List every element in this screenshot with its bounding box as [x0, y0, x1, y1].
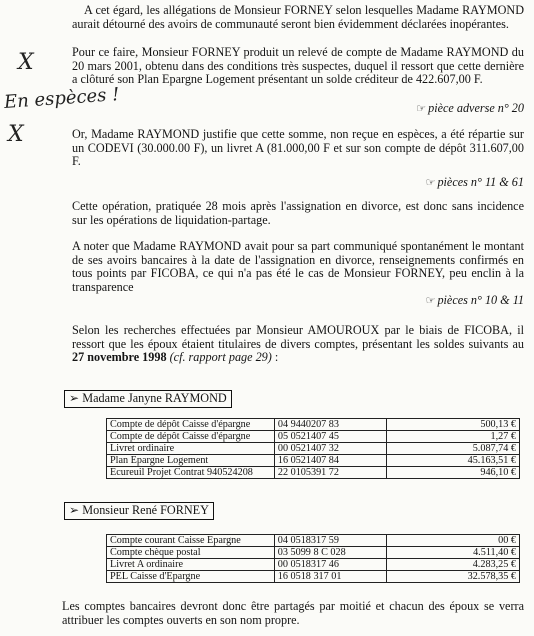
- account-amount: 1,27 €: [386, 431, 519, 443]
- account-name: Compte courant Caisse Epargne: [107, 535, 275, 547]
- account-amount: 500,13 €: [386, 419, 519, 431]
- account-name: PEL Caisse d'Epargne: [107, 571, 275, 583]
- account-name: Ecureuil Projet Contrat 940524208: [107, 467, 275, 479]
- account-amount: 45.163,51 €: [386, 455, 519, 467]
- paragraph-repartition: Or, Madame RAYMOND justifie que cette somme, non reçue en espèces, a été répartie sur un CODEVI (30.000.00 F), un livret A (81.000,00 F et sur son compte de dépôt 311.607,00 F.: [72, 127, 524, 168]
- account-number: 04 0518317 59: [274, 535, 386, 547]
- table-row: [107, 467, 520, 479]
- account-name: Compte chèque postal: [107, 547, 275, 559]
- account-amount: 4.511,40 €: [386, 547, 519, 559]
- account-name: Livret ordinaire: [107, 443, 275, 455]
- account-name: Compte de dépôt Caisse d'épargne: [107, 419, 275, 431]
- handwritten-x-mark-1: X: [18, 50, 34, 75]
- account-number: 00 0518317 46: [274, 559, 386, 571]
- pointing-hand-icon: ☞: [416, 103, 427, 115]
- paragraph-conclusion: Les comptes bancaires devront donc être partagés par moitié et chacun des époux se verra attribuer les comptes ouverts en son nom propre.: [62, 599, 524, 627]
- account-amount: 00 €: [386, 535, 519, 547]
- section-label-forney: ➢ Monsieur René FORNEY: [64, 502, 214, 520]
- reference-pieces-11-61: ☞ pièces n° 11 & 61: [425, 175, 524, 189]
- account-number: 16 0521407 84: [274, 455, 386, 467]
- table-row: [107, 559, 520, 571]
- paragraph-releve: Pour ce faire, Monsieur FORNEY produit un relevé de compte de Madame RAYMOND du 20 mars 2001, obtenu dans des conditions très suspectes, duquel il ressort que cette dernière a clôturé son Plan Epargne Logement présentant un solde créditeur de 422.607,00 F.: [72, 45, 524, 86]
- table-row: [107, 547, 520, 559]
- account-number: 00 0521407 32: [274, 443, 386, 455]
- table-row: [107, 431, 520, 443]
- account-number: 04 9440207 83: [274, 419, 386, 431]
- table-row: [107, 419, 520, 431]
- account-number: 16 0518 317 01: [274, 571, 386, 583]
- account-name: Compte de dépôt Caisse d'épargne: [107, 431, 275, 443]
- right-arrow-icon: ➢: [69, 391, 80, 405]
- reference-piece-adverse: ☞ pièce adverse n° 20: [416, 101, 524, 115]
- section-label-raymond: ➢ Madame Janyne RAYMOND: [64, 390, 232, 408]
- pointing-hand-icon: ☞: [425, 177, 436, 189]
- paragraph-allegations: A cet égard, les allégations de Monsieur FORNEY selon lesquelles Madame RAYMOND aurait détourné des avoirs de communauté seront bien évidemment déclarées inopérantes.: [72, 3, 524, 31]
- accounts-table-forney: [106, 534, 520, 583]
- table-row: [107, 535, 520, 547]
- paragraph-recherches: Selon les recherches effectuées par Monsieur AMOUROUX par le biais de FICOBA, il ressort que les époux étaient titulaires de divers comptes, présentant les soldes suivants au 27 novembre 1998 (cf. rapport page 29) :: [72, 323, 524, 364]
- account-amount: 5.087,74 €: [386, 443, 519, 455]
- handwritten-note: En espèces !: [3, 83, 121, 114]
- account-number: 05 0521407 45: [274, 431, 386, 443]
- reference-pieces-10-11: ☞ pièces n° 10 & 11: [425, 293, 524, 307]
- table-row: [107, 443, 520, 455]
- handwritten-x-mark-2: X: [8, 122, 24, 147]
- account-amount: 32.578,35 €: [386, 571, 519, 583]
- paragraph-a-noter: A noter que Madame RAYMOND avait pour sa part communiqué spontanément le montant de ses avoirs bancaires à la date de l'assignation en divorce, renseignements confirmés en tous points par FICOBA, ce qui n'a pas été le cas de Monsieur FORNEY, peu enclin à la transparence: [72, 239, 524, 294]
- account-amount: 4.283,25 €: [386, 559, 519, 571]
- account-number: 03 5099 8 C 028: [274, 547, 386, 559]
- pointing-hand-icon: ☞: [425, 295, 436, 307]
- paragraph-operation: Cette opération, pratiquée 28 mois après l'assignation en divorce, est donc sans incidence sur les opérations de liquidation-partage.: [72, 199, 524, 227]
- account-number: 22 0105391 72: [274, 467, 386, 479]
- table-row: [107, 455, 520, 467]
- account-amount: 946,10 €: [386, 467, 519, 479]
- table-row: [107, 571, 520, 583]
- right-arrow-icon: ➢: [69, 503, 80, 517]
- account-name: Plan Epargne Logement: [107, 455, 275, 467]
- account-name: Livret A ordinaire: [107, 559, 275, 571]
- accounts-table-raymond: [106, 418, 520, 479]
